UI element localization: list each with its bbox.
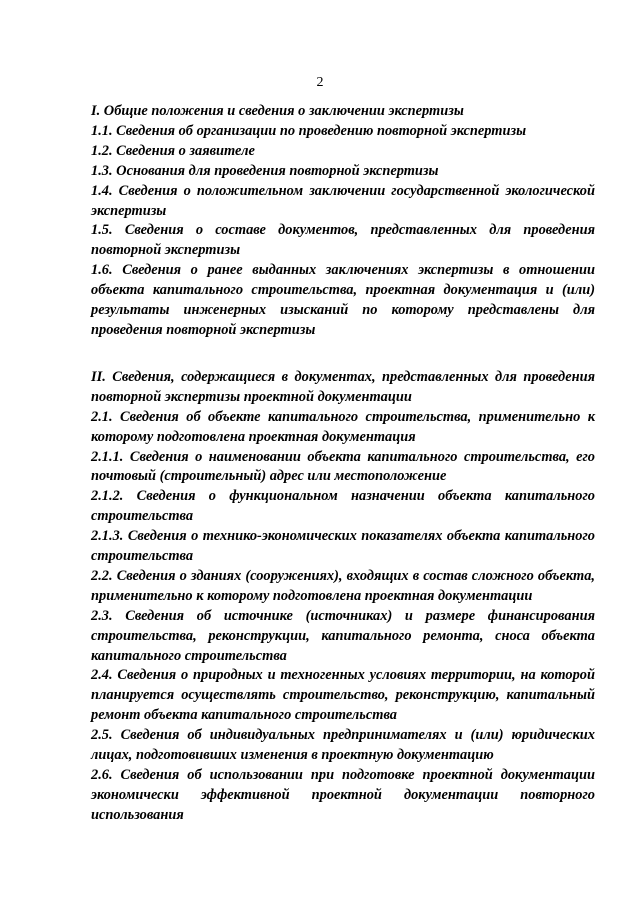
toc-item-2-1-3: 2.1.3. Сведения о технико-экономических показателях объекта капитального строительства: [91, 528, 595, 565]
toc-item-2-1-2: 2.1.2. Сведения о функциональном назначении объекта капитального строительства: [91, 488, 595, 525]
toc-heading-section-2: II. Сведения, содержащиеся в документах, представленных для проведения повторной экспертизы проектной документации: [91, 368, 595, 405]
toc-item-1-3: 1.3. Основания для проведения повторной экспертизы: [91, 162, 439, 179]
toc-item-1-5: 1.5. Сведения о составе документов, представленных для проведения повторной экспертизы: [91, 222, 595, 259]
toc-item-2-5: 2.5. Сведения об индивидуальных предпринимателях и (или) юридических лицах, подготовивших изменения в проектную документацию: [91, 727, 595, 764]
section-general: [91, 102, 595, 341]
toc-item-2-2: 2.2. Сведения о зданиях (сооружениях), входящих в состав сложного объекта, применительно к которому подготовлена проектная документации: [91, 567, 595, 604]
toc-item-2-4: 2.4. Сведения о природных и техногенных условиях территории, на которой планируется осуществлять строительство, реконструкцию, капитальный ремонт объекта капитального строительства: [91, 667, 595, 724]
section-documents: [91, 368, 595, 826]
section-spacer: [91, 341, 595, 368]
toc-heading-section-1: I. Общие положения и сведения о заключении экспертизы: [91, 103, 464, 119]
table-of-contents: [91, 102, 595, 826]
toc-item-1-1: 1.1. Сведения об организации по проведению повторной экспертизы: [91, 122, 527, 139]
toc-item-2-1: 2.1. Сведения об объекте капитального строительства, применительно к которому подготовлена проектная документация: [91, 408, 595, 445]
toc-item-2-6: 2.6. Сведения об использовании при подготовке проектной документации экономически эффективной проектной документации повторного использования: [91, 767, 595, 823]
toc-item-1-4: 1.4. Сведения о положительном заключении государственной экологической экспертизы: [91, 182, 595, 219]
toc-item-1-2: 1.2. Сведения о заявителе: [91, 142, 255, 159]
toc-item-1-6: 1.6. Сведения о ранее выданных заключениях экспертизы в отношении объекта капитального строительства, проектная документация и (или) результаты инженерных изысканий по которому представлены для проведения повторной экспертизы: [91, 262, 595, 338]
page-number: 2: [316, 75, 324, 90]
toc-item-2-3: 2.3. Сведения об источнике (источниках) и размере финансирования строительства, реконструкции, капитального ремонта, сноса объекта капитального строительства: [91, 607, 595, 664]
toc-item-2-1-1: 2.1.1. Сведения о наименовании объекта капитального строительства, его почтовый (строительный) адрес или местоположение: [91, 448, 595, 485]
